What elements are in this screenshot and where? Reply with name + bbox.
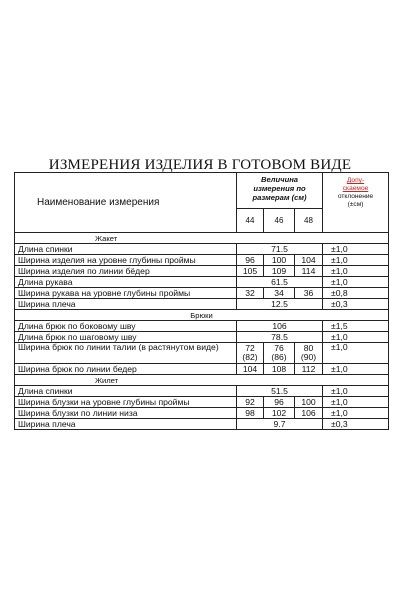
size-46: 46 — [264, 209, 295, 233]
row-tolerance: ±0,3 — [323, 299, 389, 310]
row-value: 12.5 — [237, 299, 323, 310]
table-row — [15, 408, 389, 419]
value-main: 72 — [245, 343, 255, 353]
header-tolerance-line2: скаемое — [342, 185, 369, 192]
row-value-44: 105 — [237, 266, 264, 277]
table-row — [15, 332, 389, 343]
row-tolerance: ±1,0 — [323, 386, 389, 397]
row-tolerance: ±1,5 — [323, 321, 389, 332]
row-value-48: 36 — [295, 288, 323, 299]
row-value-48: 100 — [295, 397, 323, 408]
header-size: Величина измерения по размерам (см) — [237, 173, 323, 209]
row-name: Ширина брюк по линии талии (в растянутом виде) — [15, 343, 237, 364]
row-tolerance: ±0,3 — [323, 419, 389, 430]
table-row — [15, 277, 389, 288]
row-value: 78.5 — [237, 332, 323, 343]
row-value-44: 32 — [237, 288, 264, 299]
row-name: Длина брюк по боковому шву — [15, 321, 237, 332]
row-name: Ширина рукава на уровне глубины проймы — [15, 288, 237, 299]
header-tolerance-line4: (±см) — [347, 201, 364, 208]
row-value: 61.5 — [237, 277, 323, 288]
table-row — [15, 321, 389, 332]
row-value-46: 96 — [264, 397, 295, 408]
row-name: Длина спинки — [15, 244, 237, 255]
row-value-44: 96 — [237, 255, 264, 266]
row-value-46: 108 — [264, 364, 295, 375]
value-stretched: (90) — [300, 352, 317, 362]
table-row — [15, 266, 389, 277]
value-main: 76 — [274, 343, 284, 353]
row-tolerance: ±1,0 — [323, 343, 389, 364]
table-row — [15, 386, 389, 397]
size-48: 48 — [295, 209, 323, 233]
table-row — [15, 397, 389, 408]
row-name: Ширина изделия по линии бёдер — [15, 266, 237, 277]
section-trousers: Брюки — [15, 310, 389, 321]
row-tolerance: ±1,0 — [323, 255, 389, 266]
row-name: Ширина плеча — [15, 299, 237, 310]
row-value-46 — [264, 343, 295, 364]
row-value-48: 106 — [295, 408, 323, 419]
table-header-row — [15, 173, 389, 209]
row-value-44: 104 — [237, 364, 264, 375]
row-value-48 — [295, 343, 323, 364]
size-44: 44 — [237, 209, 264, 233]
row-value: 9.7 — [237, 419, 323, 430]
row-name: Ширина блузки на уровне глубины проймы — [15, 397, 237, 408]
value-stretched: (86) — [271, 352, 287, 362]
row-value-44 — [237, 343, 264, 364]
row-value-48: 112 — [295, 364, 323, 375]
row-value-46: 102 — [264, 408, 295, 419]
value-main: 80 — [303, 343, 314, 353]
header-name: Наименование измерения — [15, 173, 237, 233]
row-value-46: 100 — [264, 255, 295, 266]
table-row — [15, 255, 389, 266]
measurements-table — [14, 172, 389, 430]
row-tolerance: ±1,0 — [323, 408, 389, 419]
row-value-44: 92 — [237, 397, 264, 408]
row-tolerance: ±1,0 — [323, 244, 389, 255]
section-jacket: Жакет — [15, 233, 389, 244]
row-tolerance: ±1,0 — [323, 277, 389, 288]
value-stretched: (82) — [242, 352, 258, 362]
row-value-46: 109 — [264, 266, 295, 277]
row-name: Длина рукава — [15, 277, 237, 288]
row-value: 106 — [237, 321, 323, 332]
row-name: Ширина блузки по линии низа — [15, 408, 237, 419]
row-tolerance: ±1,0 — [323, 332, 389, 343]
row-name: Ширина брюк по линии бедер — [15, 364, 237, 375]
table-row — [15, 299, 389, 310]
row-value: 71.5 — [237, 244, 323, 255]
row-value-46: 34 — [264, 288, 295, 299]
header-tolerance — [323, 173, 389, 233]
row-value-44: 98 — [237, 408, 264, 419]
row-name: Ширина изделия на уровне глубины проймы — [15, 255, 237, 266]
row-tolerance: ±0,8 — [323, 288, 389, 299]
row-name: Длина спинки — [15, 386, 237, 397]
row-tolerance: ±1,0 — [323, 266, 389, 277]
table-row — [15, 343, 389, 364]
row-name: Длина брюк по шаговому шву — [15, 332, 237, 343]
table-row — [15, 244, 389, 255]
row-value: 51.5 — [237, 386, 323, 397]
row-tolerance: ±1,0 — [323, 397, 389, 408]
row-value-48: 114 — [295, 266, 323, 277]
header-tolerance-line3: отклонение — [337, 193, 374, 200]
row-name: Ширина плеча — [15, 419, 237, 430]
section-vest: Жилет — [15, 375, 389, 386]
table-row — [15, 288, 389, 299]
table-row — [15, 364, 389, 375]
row-tolerance: ±1,0 — [323, 364, 389, 375]
row-value-48: 104 — [295, 255, 323, 266]
table-row — [15, 419, 389, 430]
header-tolerance-line1: Допу- — [346, 177, 365, 184]
table-title: ИЗМЕРЕНИЯ ИЗДЕЛИЯ В ГОТОВОМ ВИДЕ — [48, 157, 352, 173]
